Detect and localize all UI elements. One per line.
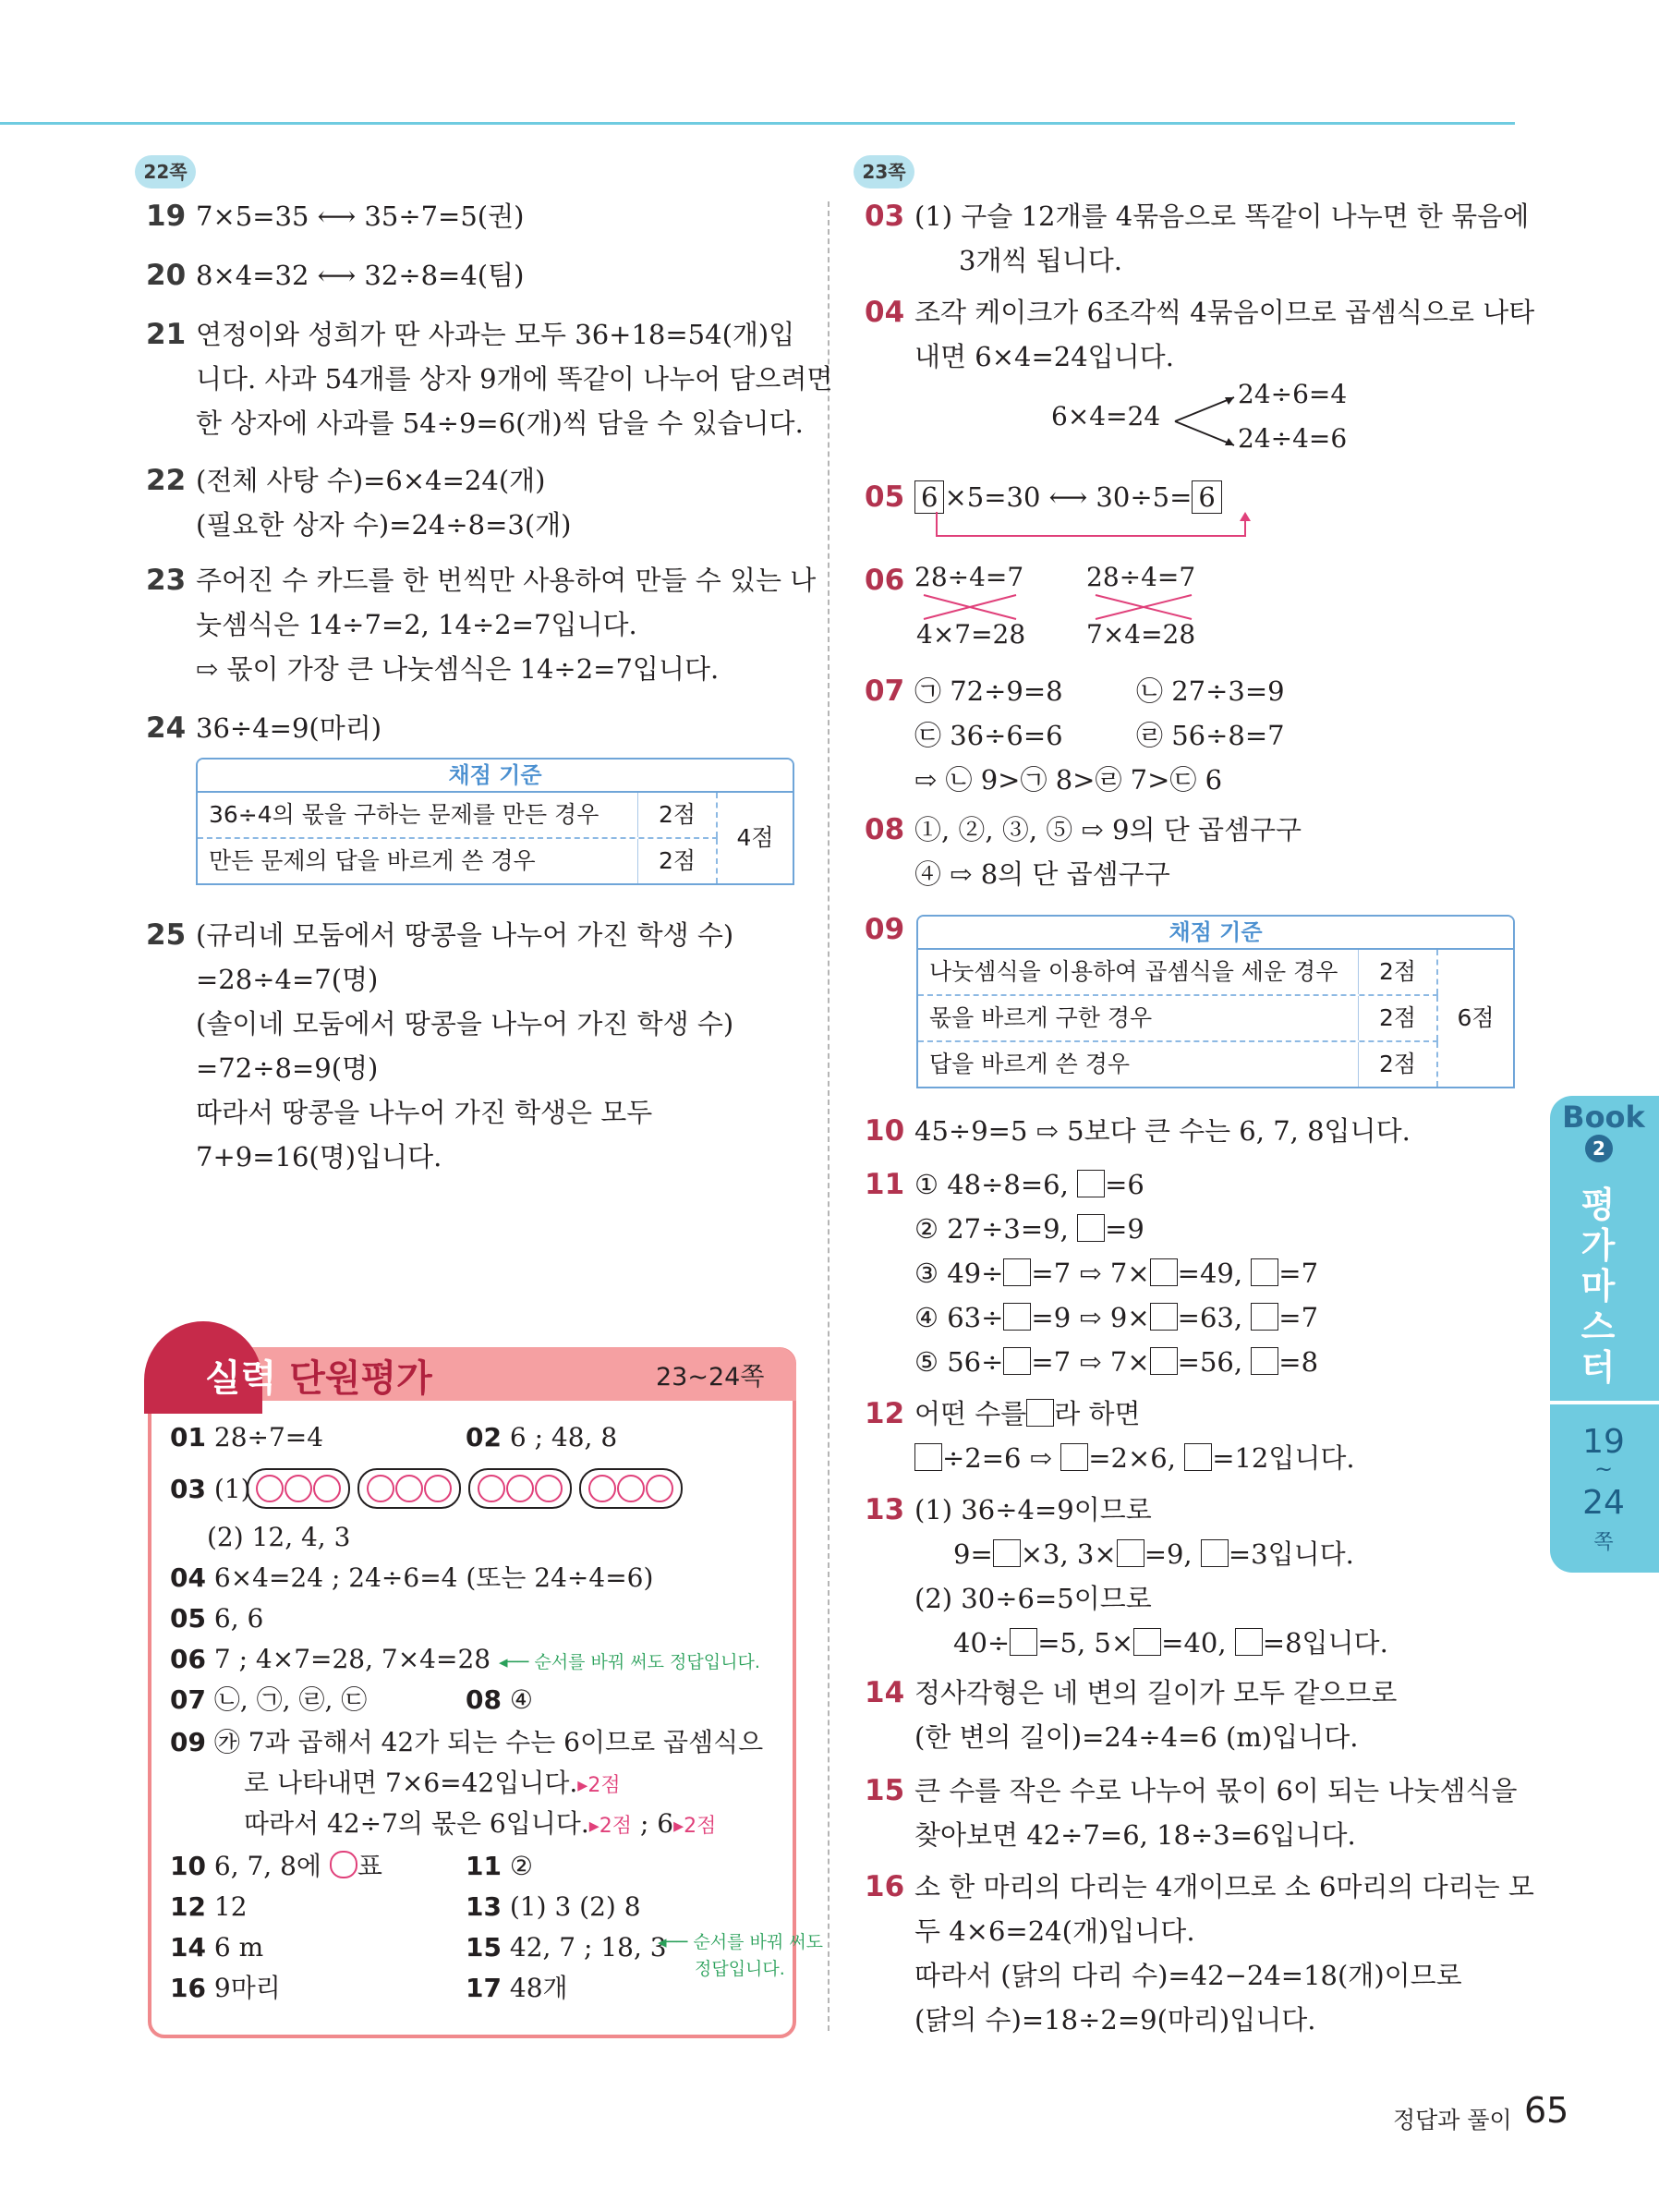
question-number: 20 xyxy=(146,259,187,292)
question-number: 11 xyxy=(865,1168,905,1201)
text-line: ⇨ 몫이 가장 큰 나눗셈식은 14÷2=7입니다. xyxy=(196,653,720,685)
answer-text: 6 m xyxy=(213,1932,264,1963)
text-line: 눗셈식은 14÷7=2, 14÷2=7입니다. xyxy=(196,609,637,640)
equation-text: =9 xyxy=(1105,1213,1144,1245)
answer-number: 10 xyxy=(170,1851,206,1881)
equation-text: ② 27÷3=9, xyxy=(914,1213,1069,1245)
blank-box xyxy=(1251,1303,1278,1331)
blank-box xyxy=(1117,1539,1144,1567)
answer-text: ④ xyxy=(509,1684,533,1715)
answer-line xyxy=(244,1763,621,1806)
eval-answer-16 xyxy=(170,1968,281,2009)
column-divider xyxy=(828,201,830,2031)
scoring-title: 채점 기준 xyxy=(918,917,1513,950)
text-line: (솔이네 모둠에서 땅콩을 나누어 가진 학생 수) xyxy=(196,1008,734,1039)
margin-note-15 xyxy=(658,1927,823,1981)
question-number: 21 xyxy=(146,318,187,351)
question-number: 05 xyxy=(865,480,905,514)
scoring-row xyxy=(198,793,718,839)
question-number: 12 xyxy=(865,1397,905,1430)
answer-text: (1) 3 (2) 8 xyxy=(509,1891,641,1922)
answer-text: 7 ; 4×7=28, 7×4=28 xyxy=(213,1644,491,1674)
side-tab-char: 가 xyxy=(1580,1225,1616,1266)
question-number: 24 xyxy=(146,711,187,745)
answer-text: 28÷7=4 xyxy=(213,1422,324,1452)
text-line: 조각 케이크가 6조각씩 4묶음이므로 곱셈식으로 나타 xyxy=(914,297,1535,328)
margin-note: 정답입니다. xyxy=(695,1959,785,1979)
answer-number: 17 xyxy=(466,1973,502,2003)
text-line: 내면 6×4=24입니다. xyxy=(914,341,1174,372)
answer-text: 6 ; 48, 8 xyxy=(509,1422,618,1452)
branch-arrows xyxy=(1169,388,1243,455)
equation-text: ㉠ 72÷9=8 xyxy=(914,675,1063,707)
equation-text: =7 ⇨ 7× xyxy=(1031,1346,1150,1378)
grouped-circles-figure xyxy=(244,1465,687,1512)
text-line: 소 한 마리의 다리는 4개이므로 소 6마리의 다리는 모 xyxy=(914,1871,1534,1902)
text-line: 7+9=16(명)입니다. xyxy=(196,1141,442,1173)
text-line xyxy=(914,1340,1318,1384)
question-text xyxy=(196,312,832,445)
answer-text: 48개 xyxy=(509,1973,568,2003)
blank-box xyxy=(1251,1347,1278,1375)
branch-source: 6×4=24 xyxy=(1051,401,1161,431)
question-text xyxy=(914,1392,1355,1480)
answer-number: 11 xyxy=(466,1851,502,1881)
question-text: 36÷4=9(마리) xyxy=(196,712,382,744)
text-line: 큰 수를 작은 수로 나누어 몫이 6이 되는 나눗셈식을 xyxy=(914,1775,1518,1806)
eval-answer-11 xyxy=(466,1846,533,1887)
answer-box: 6 xyxy=(914,480,944,514)
answer-text: 따라서 42÷7의 몫은 6입니다. xyxy=(244,1808,589,1839)
eval-answer-06 xyxy=(170,1639,760,1683)
answer-text: (2) 12, 4, 3 xyxy=(207,1522,351,1552)
text-line: (1) 36÷4=9이므로 xyxy=(914,1494,1152,1525)
side-tab-char: 터 xyxy=(1580,1347,1616,1388)
eval-answer-04 xyxy=(170,1558,653,1598)
eval-answer-13 xyxy=(466,1887,641,1927)
equation-text: =6 xyxy=(1105,1169,1144,1200)
page-badge-23: 23쪽 xyxy=(854,155,914,188)
text-line xyxy=(914,713,1285,758)
equation-text: ㉣ 56÷8=7 xyxy=(1136,720,1285,751)
answer-number: 06 xyxy=(170,1644,206,1674)
question-text: 8×4=32 ⟷ 32÷8=4(팀) xyxy=(196,260,525,291)
answer-number: 02 xyxy=(466,1422,502,1452)
question-number: 09 xyxy=(865,913,905,946)
blank-box xyxy=(1201,1539,1229,1567)
question-number: 08 xyxy=(865,813,905,846)
text-line xyxy=(914,1392,1355,1436)
eval-answer-17 xyxy=(466,1968,568,2009)
scoring-total: 6점 xyxy=(1457,1004,1495,1031)
text-line: ①, ②, ③, ⑤ ⇨ 9의 단 곱셈구구 xyxy=(914,814,1302,845)
question-number: 25 xyxy=(146,918,187,952)
scoring-criterion: 만든 문제의 답을 바르게 쓴 경우 xyxy=(198,839,638,883)
scoring-criterion: 답을 바르게 쓴 경우 xyxy=(918,1042,1359,1087)
scoring-points: 2점 xyxy=(1359,950,1438,994)
answer-number: 03 xyxy=(170,1474,206,1504)
question-text xyxy=(196,558,816,691)
text-line: 연정이와 성희가 딴 사과는 모두 36+18=54(개)입 xyxy=(196,319,795,350)
equation-text: 40÷ xyxy=(953,1627,1011,1659)
answer-text: 6, 7, 8에 xyxy=(213,1851,321,1881)
text-line: (한 변의 길이)=24÷4=6 (m)입니다. xyxy=(914,1721,1359,1753)
cross-arrows xyxy=(914,591,1210,625)
scoring-criterion: 36÷4의 몫을 구하는 문제를 만든 경우 xyxy=(198,793,638,837)
eval-answer-09 xyxy=(170,1722,763,1763)
answer-text: 42, 7 ; 18, 3 xyxy=(509,1932,667,1963)
scoring-criteria-09 xyxy=(916,915,1515,1088)
question-number: 22 xyxy=(146,464,187,497)
scoring-points: 2점 xyxy=(638,793,718,837)
division-equation: 28÷4=7 xyxy=(1086,562,1196,592)
text-line xyxy=(914,669,1285,713)
page-range-end: 24 xyxy=(1582,1484,1625,1522)
text-line: =72÷8=9(명) xyxy=(196,1052,379,1084)
answer-line xyxy=(244,1804,716,1847)
unit-evaluation-title xyxy=(205,1349,432,1402)
branch-result-bottom: 24÷4=6 xyxy=(1238,423,1348,454)
equation-text: ① 48÷8=6, xyxy=(914,1169,1069,1200)
scoring-criteria-24 xyxy=(196,758,794,885)
blank-box xyxy=(1150,1258,1178,1286)
blank-box xyxy=(914,1443,942,1471)
question-text xyxy=(914,1768,1517,1857)
eval-answer-02 xyxy=(466,1417,617,1458)
answer-text: ㉮ 7과 곱해서 42가 되는 수는 6이므로 곱셈식으 xyxy=(213,1727,764,1757)
answer-text: 표 xyxy=(357,1851,382,1881)
eval-answer-08 xyxy=(466,1680,533,1720)
circle-group xyxy=(248,1469,682,1508)
text-line: ⇨ ㉡ 9>㉠ 8>㉣ 7>㉢ 6 xyxy=(914,764,1223,796)
equation-text: ㉢ 36÷6=6 xyxy=(914,720,1063,751)
question-text xyxy=(914,194,1529,283)
question-text xyxy=(914,1865,1534,2042)
equation-text: =7 xyxy=(1278,1258,1319,1289)
question-text: 45÷9=5 ⇨ 5보다 큰 수는 6, 7, 8입니다. xyxy=(914,1115,1411,1147)
side-tab-char: 마 xyxy=(1580,1266,1616,1307)
equation-text: ⑤ 56÷ xyxy=(914,1346,1004,1378)
text-line xyxy=(914,1436,1355,1480)
equation-text: =49, xyxy=(1177,1258,1243,1289)
question-text: 7×5=35 ⟷ 35÷7=5(권) xyxy=(196,201,525,232)
blank-box xyxy=(1003,1347,1031,1375)
equation-text: ÷2=6 ⇨ xyxy=(942,1442,1053,1474)
equation-text: =2×6, xyxy=(1088,1442,1176,1474)
book-number-badge: 2 xyxy=(1585,1135,1613,1162)
multiplication-equation: 7×4=28 xyxy=(1086,619,1196,650)
equation-text: =63, xyxy=(1177,1302,1243,1333)
footer-section-label: 정답과 풀이 xyxy=(1393,2107,1512,2133)
eval-answer-15 xyxy=(466,1927,667,1968)
scoring-total: 4점 xyxy=(736,824,774,851)
title-part: 단원평가 xyxy=(289,1357,432,1400)
eval-answer-01 xyxy=(170,1417,323,1458)
text-line: (전체 사탕 수)=6×4=24(개) xyxy=(196,465,546,496)
question-text xyxy=(196,913,733,1179)
text-line xyxy=(914,1251,1318,1295)
answer-text: 12 xyxy=(213,1891,248,1922)
question-text xyxy=(914,669,1285,802)
answer-text: 9마리 xyxy=(213,1973,281,2003)
text-line: 정사각형은 네 변의 길이가 모두 같으므로 xyxy=(914,1677,1398,1708)
answer-number: 13 xyxy=(466,1891,502,1922)
eval-answer-10 xyxy=(170,1846,382,1887)
blank-box xyxy=(1003,1258,1031,1286)
blank-box xyxy=(1060,1443,1088,1471)
eval-answer-03 xyxy=(170,1469,251,1510)
branch-result-top: 24÷6=4 xyxy=(1238,379,1348,409)
equation-text: =12입니다. xyxy=(1212,1442,1355,1474)
text-line: 3개씩 됩니다. xyxy=(959,245,1122,276)
points-marker: ▸2점 xyxy=(588,1815,633,1838)
blank-box xyxy=(1184,1443,1212,1471)
text-line: 니다. 사과 54개를 상자 9개에 똑같이 나누어 담으려면 xyxy=(196,363,833,395)
question-text xyxy=(914,808,1302,896)
page-badge-22: 22쪽 xyxy=(135,155,196,188)
equation-text: 어떤 수를 xyxy=(914,1398,1027,1429)
scoring-points: 2점 xyxy=(638,839,718,883)
equation-text: =40, xyxy=(1161,1627,1227,1659)
text-line: (필요한 상자 수)=24÷8=3(개) xyxy=(196,509,572,541)
text-line xyxy=(914,1621,1388,1665)
answer-number: 16 xyxy=(170,1973,206,2003)
multiplication-equation: 4×7=28 xyxy=(916,619,1026,650)
page-range-unit: 쪽 xyxy=(1593,1531,1614,1554)
text-line: 따라서 (닭의 다리 수)=42−24=18(개)이므로 xyxy=(914,1960,1462,1991)
question-number: 19 xyxy=(146,200,187,233)
blank-box xyxy=(1077,1170,1105,1197)
question-text xyxy=(914,290,1534,379)
division-equation: 28÷4=7 xyxy=(914,562,1024,592)
question-number: 04 xyxy=(865,296,905,329)
text-line: 주어진 수 카드를 한 번씩만 사용하여 만들 수 있는 나 xyxy=(196,565,817,596)
equation-text: =3입니다. xyxy=(1228,1538,1354,1570)
points-marker: ▸2점 xyxy=(577,1774,621,1797)
answer-box: 6 xyxy=(1192,480,1221,514)
question-text xyxy=(914,1162,1318,1384)
question-number: 15 xyxy=(865,1774,905,1807)
equation-text: =8 xyxy=(1278,1346,1319,1378)
scoring-row xyxy=(918,950,1438,996)
margin-note: ◂── 순서를 바꿔 써도 정답입니다. xyxy=(499,1652,760,1672)
eval-answer-07 xyxy=(170,1680,367,1720)
blank-box xyxy=(1077,1214,1105,1242)
text-line xyxy=(914,1295,1318,1340)
answer-text: (1) xyxy=(213,1474,251,1504)
scoring-criterion: 몫을 바르게 구한 경우 xyxy=(918,996,1359,1040)
equation-text: ④ 63÷ xyxy=(914,1302,1004,1333)
text-line: =28÷4=7(명) xyxy=(196,964,379,995)
answer-text: ㉡, ㉠, ㉣, ㉢ xyxy=(213,1684,368,1715)
question-number: 07 xyxy=(865,675,905,708)
text-line xyxy=(914,1532,1388,1576)
eval-answer-12 xyxy=(170,1887,248,1927)
answer-number: 15 xyxy=(466,1932,502,1963)
question-number: 14 xyxy=(865,1676,905,1709)
question-number: 06 xyxy=(865,564,905,597)
page-range-start: 19 xyxy=(1582,1423,1625,1461)
side-tab-char: 스 xyxy=(1580,1307,1616,1347)
top-rule xyxy=(0,122,1515,125)
equation-text: =7 ⇨ 7× xyxy=(1031,1258,1150,1289)
equation-text: =7 xyxy=(1278,1302,1319,1333)
answer-number: 09 xyxy=(170,1727,206,1757)
page-number: 65 xyxy=(1524,2090,1569,2131)
blank-box xyxy=(1026,1399,1054,1427)
blank-box xyxy=(1003,1303,1031,1331)
answer-number: 01 xyxy=(170,1422,206,1452)
question-text xyxy=(196,458,572,547)
scoring-title: 채점 기준 xyxy=(198,760,793,793)
blank-box xyxy=(1133,1628,1161,1656)
equation-text: ㉡ 27÷3=9 xyxy=(1136,675,1285,707)
scoring-points: 2점 xyxy=(1359,996,1438,1040)
circle-mark-icon xyxy=(330,1851,357,1878)
text-line: 찾아보면 42÷7=6, 18÷3=6입니다. xyxy=(914,1819,1356,1851)
points-marker: ▸2점 xyxy=(673,1815,717,1838)
question-number: 10 xyxy=(865,1114,905,1148)
text-line: (규리네 모둠에서 땅콩을 나누어 가진 학생 수) xyxy=(196,919,734,951)
answer-text: 6, 6 xyxy=(213,1603,264,1634)
equation-text: 9= xyxy=(953,1538,993,1570)
equation-text: =8입니다. xyxy=(1262,1627,1388,1659)
text-line: (1) 구슬 12개를 4묶음으로 똑같이 나누면 한 묶음에 xyxy=(914,201,1530,232)
scoring-criterion: 나눗셈식을 이용하여 곱셈식을 세운 경우 xyxy=(918,950,1359,994)
eval-answer-05 xyxy=(170,1598,263,1639)
text-line xyxy=(914,1162,1318,1207)
scoring-row xyxy=(918,996,1438,1042)
answer-text: 6×4=24 ; 24÷6=4 (또는 24÷4=6) xyxy=(213,1562,654,1593)
answer-number: 14 xyxy=(170,1932,206,1963)
equation-text: =56, xyxy=(1177,1346,1243,1378)
blank-box xyxy=(993,1539,1021,1567)
blank-box xyxy=(1010,1628,1037,1656)
equation-text: 라 하면 xyxy=(1054,1398,1141,1429)
side-tab-char: 평 xyxy=(1580,1185,1616,1225)
scoring-points: 2점 xyxy=(1359,1042,1438,1087)
answer-text: 로 나타내면 7×6=42입니다. xyxy=(244,1768,578,1798)
answer-text: ② xyxy=(509,1851,533,1881)
answer-number: 07 xyxy=(170,1684,206,1715)
page-range: 23~24쪽 xyxy=(656,1363,765,1392)
text-line xyxy=(914,1207,1318,1251)
equation-text: =5, 5× xyxy=(1037,1627,1134,1659)
question-text xyxy=(914,1488,1388,1665)
eval-answer-14 xyxy=(170,1927,263,1968)
blank-box xyxy=(1150,1347,1178,1375)
answer-text: ; 6 xyxy=(639,1808,674,1839)
scoring-row xyxy=(198,839,718,883)
link-arrow xyxy=(927,510,1265,541)
question-number: 03 xyxy=(865,200,905,233)
page-range-tilde: ~ xyxy=(1593,1456,1614,1482)
blank-box xyxy=(1251,1258,1278,1286)
blank-box xyxy=(1150,1303,1178,1331)
blank-box xyxy=(1235,1628,1263,1656)
title-part: 실력 xyxy=(205,1357,277,1400)
margin-note: ◂── 순서를 바꿔 써도 xyxy=(658,1932,824,1952)
question-number: 16 xyxy=(865,1870,905,1903)
answer-number: 08 xyxy=(466,1684,502,1715)
question-number: 13 xyxy=(865,1493,905,1526)
scoring-row xyxy=(918,1042,1438,1087)
equation-text: ×5=30 ⟷ 30÷5= xyxy=(944,481,1193,513)
text-line: 두 4×6=24(개)입니다. xyxy=(914,1915,1195,1947)
text-line: (닭의 수)=18÷2=9(마리)입니다. xyxy=(914,2004,1316,2036)
equation-text: =9, xyxy=(1144,1538,1193,1570)
text-line: 따라서 땅콩을 나누어 가진 학생은 모두 xyxy=(196,1097,653,1128)
equation-text: ×3, 3× xyxy=(1020,1538,1117,1570)
answer-number: 05 xyxy=(170,1603,206,1634)
text-line: (2) 30÷6=5이므로 xyxy=(914,1583,1152,1614)
answer-number: 12 xyxy=(170,1891,206,1922)
equation-text: ③ 49÷ xyxy=(914,1258,1004,1289)
text-line: 한 상자에 사과를 54÷9=6(개)씩 담을 수 있습니다. xyxy=(196,407,804,439)
equation-text: =9 ⇨ 9× xyxy=(1031,1302,1150,1333)
question-text xyxy=(914,1671,1397,1759)
book-label: Book xyxy=(1562,1100,1645,1135)
question-number: 23 xyxy=(146,564,187,597)
text-line: ④ ⇨ 8의 단 곱셈구구 xyxy=(914,858,1170,890)
answer-number: 04 xyxy=(170,1562,206,1593)
